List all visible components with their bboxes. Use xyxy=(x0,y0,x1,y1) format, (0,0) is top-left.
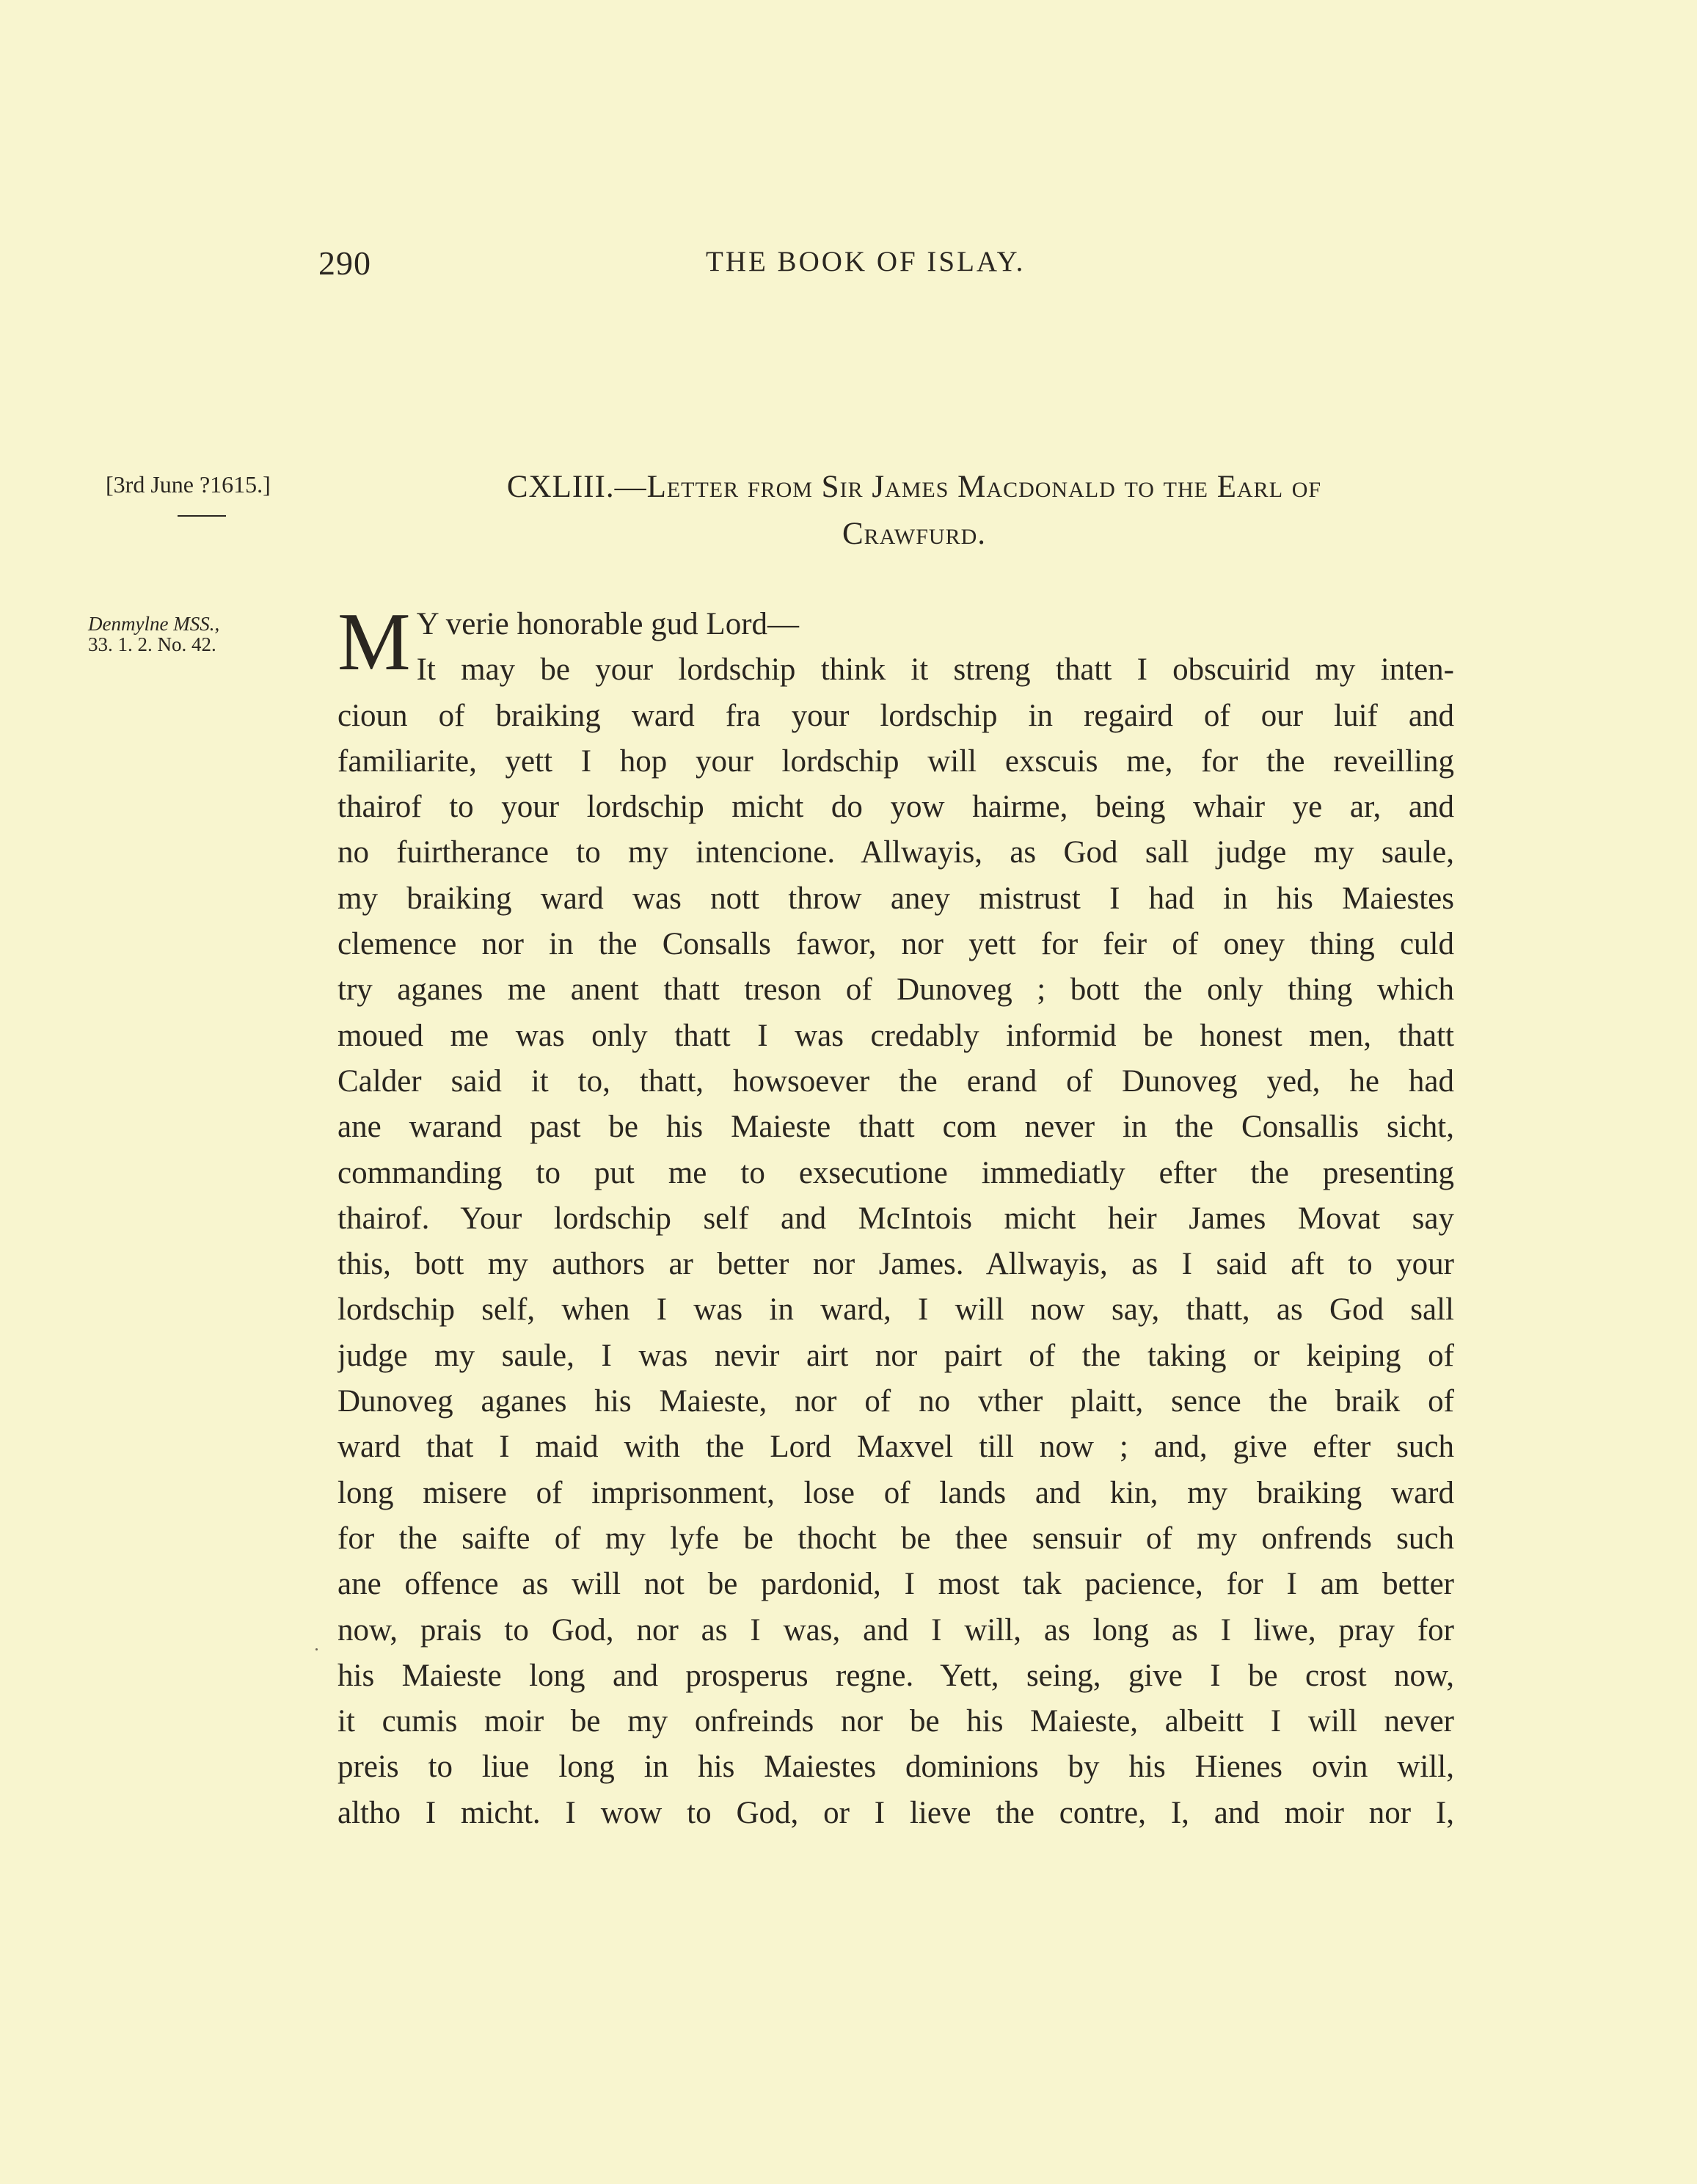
margin-date-note: [3rd June ?1615.] xyxy=(106,471,271,498)
source-reference: 33. 1. 2. No. 42. xyxy=(88,633,216,655)
body-line: thairof to your lordschip micht do yow hairme, being whair ye ar, and xyxy=(337,790,1454,825)
body-line: ane warand past be his Maieste thatt com never in the Consallis sicht, xyxy=(337,1110,1454,1145)
body-line: altho I micht. I wow to God, or I lieve the contre, I, and moir nor I, xyxy=(337,1795,1454,1830)
body-lines xyxy=(337,647,1454,1836)
body-line: this, bott my authors ar better nor James. Allwayis, as I said aft to your xyxy=(337,1247,1454,1282)
body-line: commanding to put me to exsecutione immediatly efter the presenting xyxy=(337,1155,1454,1190)
body-line: now, prais to God, nor as I was, and I will, as long as I liwe, pray for xyxy=(337,1612,1454,1648)
document-heading xyxy=(327,464,1501,558)
body-line: thairof. Your lordschip self and McIntois micht heir James Movat say xyxy=(337,1201,1454,1236)
body-line: familiarite, yett I hop your lordschip will exscuis me, for the reveilling xyxy=(337,743,1454,779)
paper-speck xyxy=(315,1648,318,1650)
body-line: it cumis moir be my onfreinds nor be his Maieste, albeitt I will never xyxy=(337,1704,1454,1739)
page-number: 290 xyxy=(318,244,371,282)
letter-body xyxy=(337,597,1454,1836)
running-title: THE BOOK OF ISLAY. xyxy=(706,246,1026,277)
body-line: Dunoveg aganes his Maieste, nor of no vther plaitt, sence the braik of xyxy=(337,1384,1454,1419)
body-line: moued me was only thatt I was credably informid be honest men, thatt xyxy=(337,1018,1454,1053)
body-line: my braiking ward was nott throw aney mistrust I had in his Maiestes xyxy=(337,881,1454,916)
body-line: no fuirtherance to my intencione. Allwayis, as God sall judge my saule, xyxy=(337,835,1454,870)
salutation: Y verie honorable gud Lord— xyxy=(416,607,800,641)
source-title: Denmylne MSS., xyxy=(88,613,220,635)
body-line: Calder said it to, thatt, howsoever the erand of Dunoveg yed, he had xyxy=(337,1063,1454,1099)
body-line: for the saifte of my lyfe be thocht be thee sensuir of my onfrends such xyxy=(337,1521,1454,1556)
body-line: long misere of imprisonment, lose of lands and kin, my braiking ward xyxy=(337,1475,1454,1510)
body-line: ward that I maid with the Lord Maxvel till now ; and, give efter such xyxy=(337,1430,1454,1465)
date-note-rule xyxy=(178,515,226,517)
body-line: It may be your lordschip think it streng thatt I obscuirid my inten- xyxy=(416,652,1454,688)
body-line: try aganes me anent thatt treson of Dunoveg ; bott the only thing which xyxy=(337,972,1454,1008)
body-line: ane offence as will not be pardonid, I most tak pacience, for I am better xyxy=(337,1567,1454,1602)
body-line: judge my saule, I was nevir airt nor pairt of the taking or keiping of xyxy=(337,1338,1454,1373)
heading-line-2: Crawfurd. xyxy=(842,517,987,551)
body-line: lordschip self, when I was in ward, I will now say, thatt, as God sall xyxy=(337,1292,1454,1328)
body-line: clemence nor in the Consalls fawor, nor yett for feir of oney thing culd xyxy=(337,927,1454,962)
body-line: preis to liue long in his Maiestes dominions by his Hienes ovin will, xyxy=(337,1750,1454,1785)
body-line: his Maieste long and prosperus regne. Yett, seing, give I be crost now, xyxy=(337,1658,1454,1693)
margin-source-note xyxy=(88,614,308,655)
heading-line-1: CXLIII.—Letter from Sir James Macdonald to the Earl of xyxy=(506,470,1322,504)
drop-cap: M xyxy=(337,597,411,688)
body-line: cioun of braiking ward fra your lordschip in regaird of our luif and xyxy=(337,698,1454,733)
